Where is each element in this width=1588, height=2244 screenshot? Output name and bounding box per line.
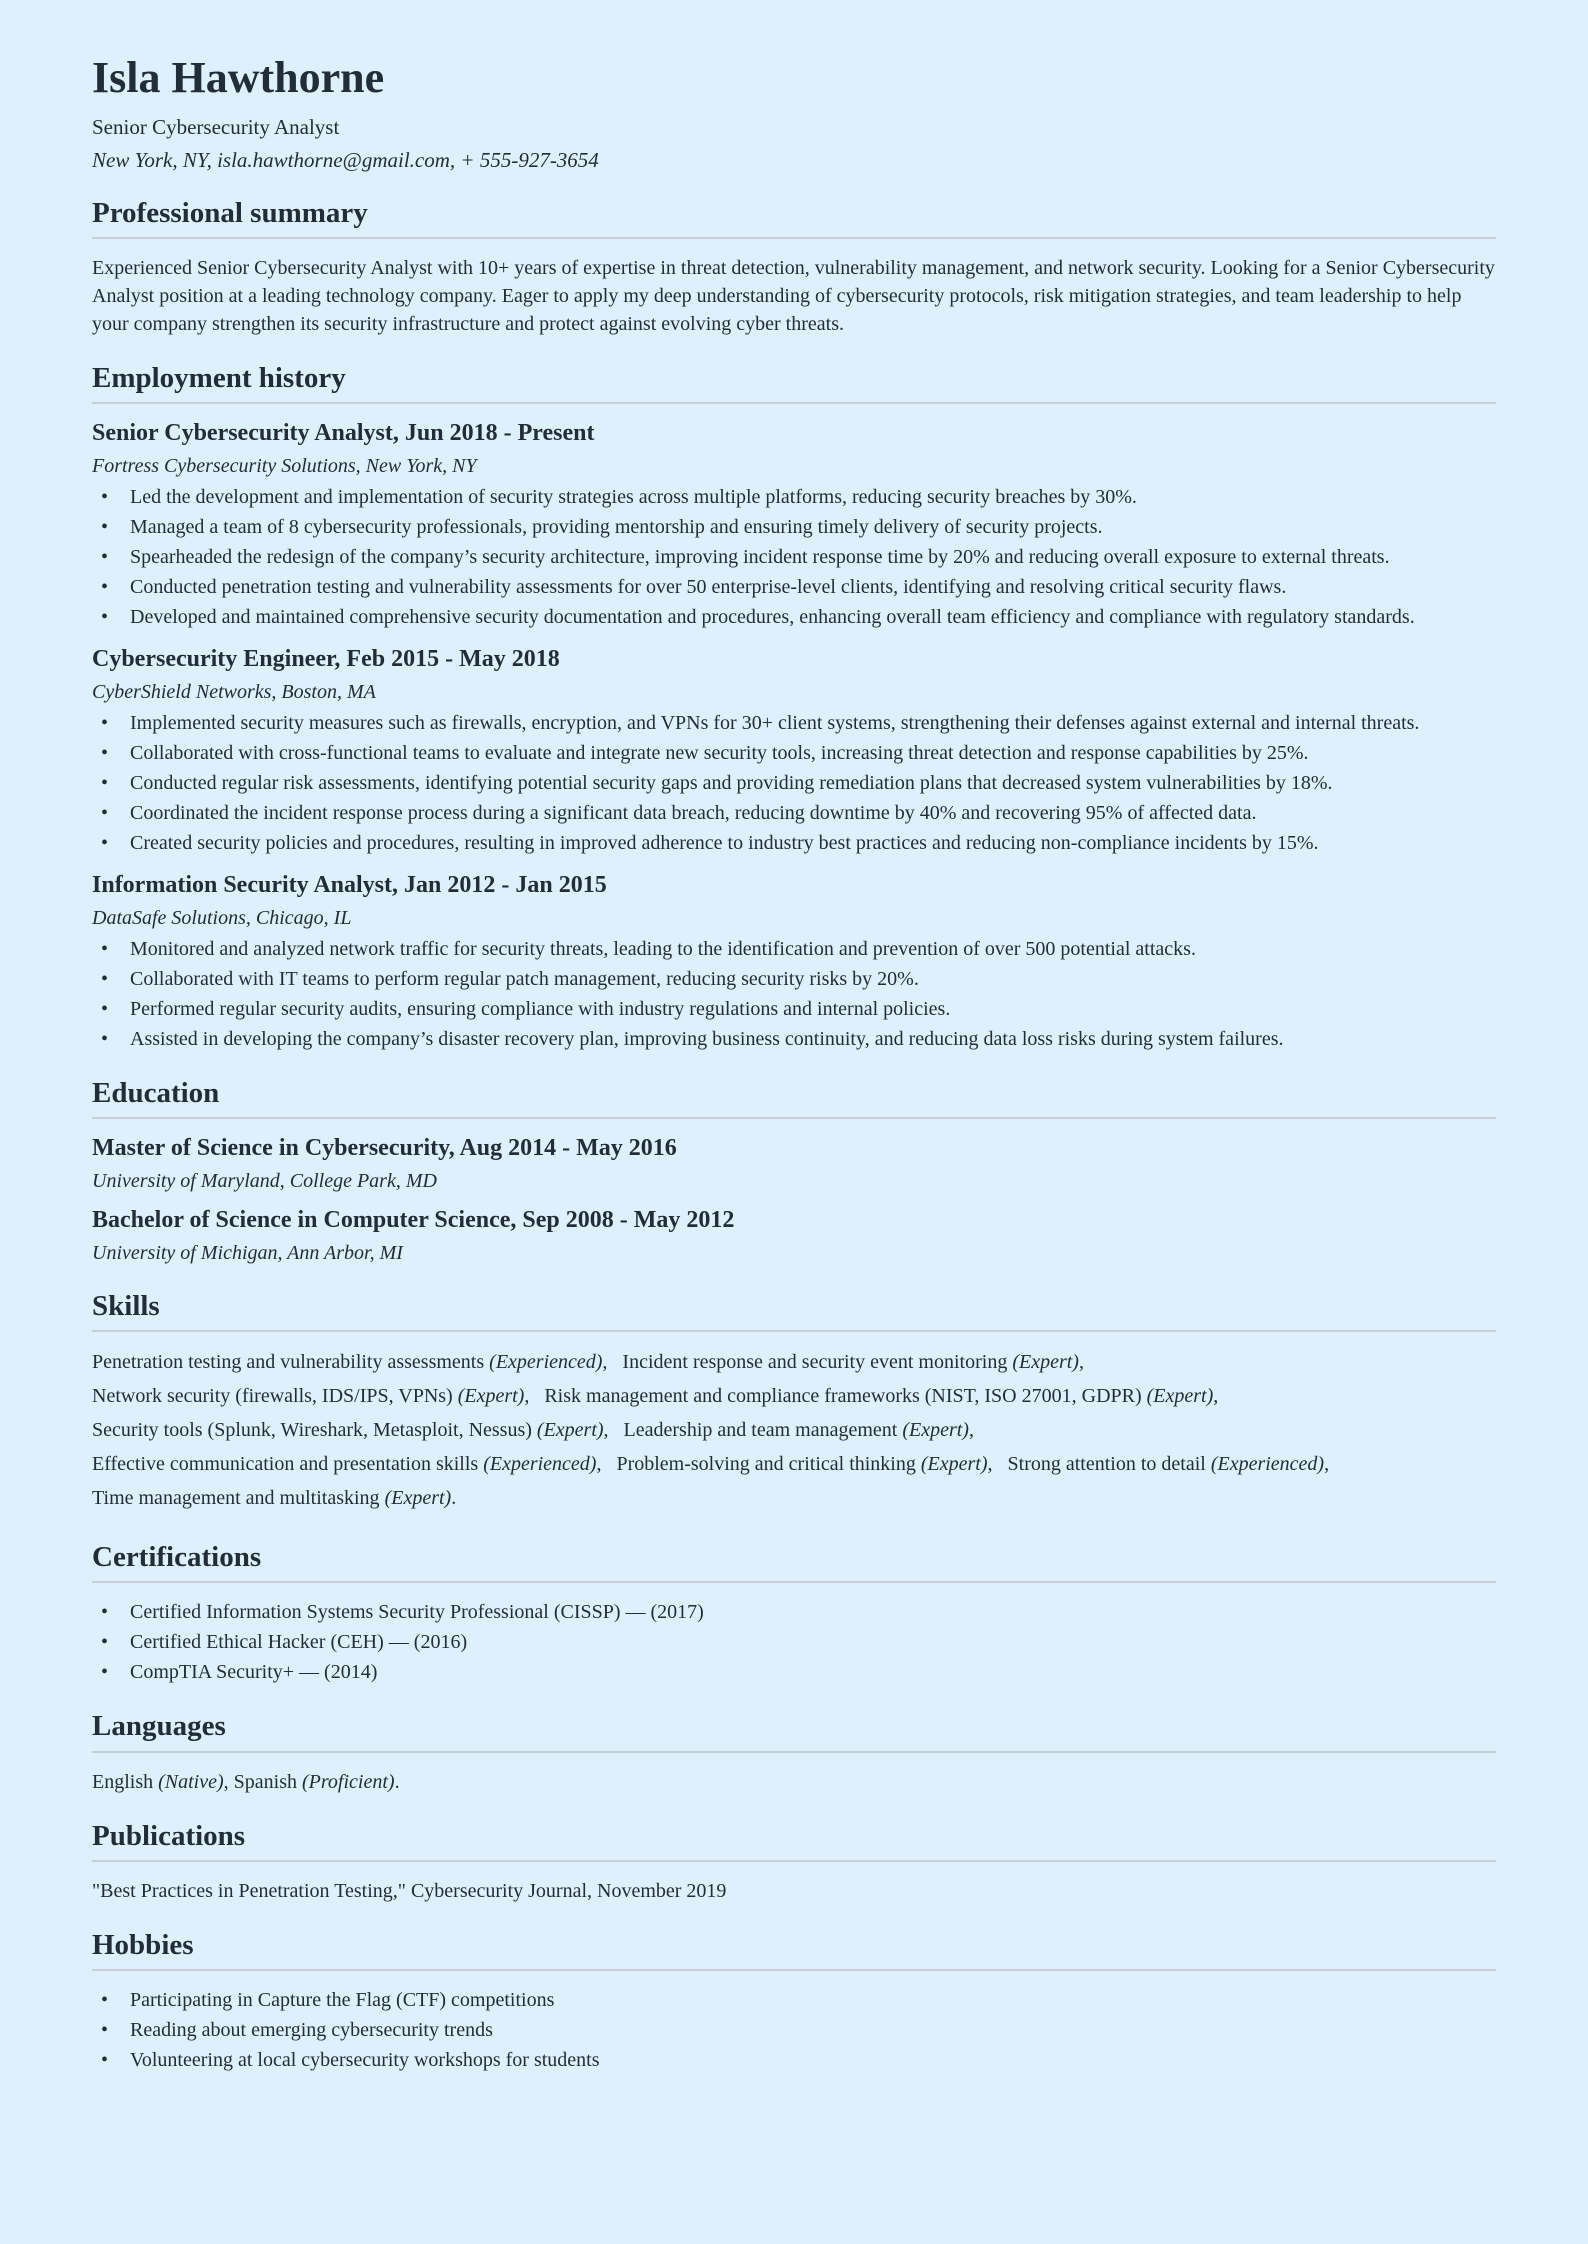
skill-separator: , [524, 1384, 530, 1407]
languages-list [92, 1768, 1496, 1796]
section-languages [92, 1710, 1496, 1795]
skill-name: Problem-solving and critical thinking [616, 1452, 916, 1475]
candidate-job-title: Senior Cybersecurity Analyst [92, 114, 340, 139]
heading-languages: Languages [92, 1710, 1496, 1752]
hobby-list [92, 1986, 1496, 2074]
certification-item: • Certified Information Systems Security Professional (CISSP) — (2017) [92, 1598, 1496, 1626]
job-company: DataSafe Solutions, Chicago, IL [92, 906, 352, 929]
job-bullet: • Led the development and implementation of security strategies across multiple platforms, reducing security breaches by 30%. [92, 483, 1496, 511]
section-skills [92, 1290, 1496, 1517]
degree-title: Bachelor of Science in Computer Science, Sep 2008 - May 2012 [92, 1206, 735, 1233]
skill-level: (Expert) [902, 1418, 969, 1441]
resume-header [92, 54, 1496, 173]
job-entry [92, 871, 1496, 1053]
skill-level: (Expert) [536, 1418, 604, 1441]
job-bullet: • Conducted penetration testing and vulnerability assessments for over 50 enterprise-level clients, identifying and resolving critical security flaws. [92, 573, 1496, 601]
job-bullet: • Spearheaded the redesign of the company’s security architecture, improving incident response time by 20% and reducing overall exposure to external threats. [92, 543, 1496, 571]
section-publications [92, 1820, 1496, 1905]
heading-education: Education [92, 1077, 1496, 1119]
skill-name: Effective communication and presentation skills [92, 1452, 479, 1475]
hobby-item: • Participating in Capture the Flag (CTF) competitions [92, 1986, 1496, 2014]
job-bullet: • Developed and maintained comprehensive security documentation and procedures, enhancing overall team efficiency and compliance with regulatory standards. [92, 603, 1496, 631]
hobby-item: • Reading about emerging cybersecurity trends [92, 2016, 1496, 2044]
job-bullet: • Performed regular security audits, ensuring compliance with industry regulations and internal policies. [92, 995, 1496, 1023]
publication-item: "Best Practices in Penetration Testing," Cybersecurity Journal, November 2019 [92, 1879, 727, 1902]
job-bullet: • Coordinated the incident response process during a significant data breach, reducing downtime by 40% and recovering 95% of affected data. [92, 799, 1496, 827]
skill-level: (Expert) [1146, 1384, 1214, 1407]
job-title: Information Security Analyst, Jan 2012 - Jan 2015 [92, 871, 607, 898]
degree-title: Master of Science in Cybersecurity, Aug 2014 - May 2016 [92, 1134, 677, 1161]
skill-level: (Experienced) [483, 1452, 597, 1475]
degree-school: University of Maryland, College Park, MD [92, 1169, 437, 1192]
job-title: Senior Cybersecurity Analyst, Jun 2018 - Present [92, 420, 595, 447]
job-bullet-list [92, 935, 1496, 1053]
degree-school: University of Michigan, Ann Arbor, MI [92, 1241, 403, 1264]
job-bullet: • Monitored and analyzed network traffic for security threats, leading to the identification and prevention of over 500 potential attacks. [92, 935, 1496, 963]
skill-separator: , [1078, 1350, 1084, 1373]
degree-entry [92, 1206, 1496, 1266]
skill-name: Leadership and team management [623, 1418, 898, 1441]
language-name: Spanish [233, 1770, 297, 1793]
skill-level: (Experienced) [1210, 1452, 1325, 1475]
job-bullet: • Implemented security measures such as firewalls, encryption, and VPNs for 30+ client systems, strengthening their defenses against external and internal threats. [92, 709, 1496, 737]
section-professional-summary [92, 197, 1496, 338]
job-bullet: • Collaborated with cross-functional teams to evaluate and integrate new security tools, increasing threat detection and response capabilities by 25%. [92, 739, 1496, 767]
section-education [92, 1077, 1496, 1266]
skill-item [92, 1449, 601, 1480]
skill-level: (Experienced) [489, 1350, 603, 1373]
language-item [92, 1771, 229, 1793]
skill-separator: , [987, 1452, 993, 1475]
candidate-name: Isla Hawthorne [92, 53, 385, 102]
hobby-item: • Volunteering at local cybersecurity workshops for students [92, 2046, 1496, 2074]
skill-name: Security tools (Splunk, Wireshark, Metasploit, Nessus) [92, 1418, 532, 1441]
skill-item [92, 1415, 609, 1446]
skill-item [92, 1347, 607, 1378]
skill-separator: , [1213, 1384, 1219, 1407]
skill-separator: , [596, 1452, 602, 1475]
job-bullet-list [92, 483, 1496, 631]
skill-item [92, 1483, 456, 1514]
skill-level: (Expert) [384, 1486, 452, 1509]
summary-text: Experienced Senior Cybersecurity Analyst with 10+ years of expertise in threat detection, vulnerability management, and network security. Looking for a Senior Cybersecurity Analyst position at a leading technology company. Eager to apply my deep understanding of cybersecurity protocols, risk mitigation strategies, and team leadership to help your company strengthen its security infrastructure and protect against evolving cyber threats. [92, 256, 1495, 335]
language-level: (Proficient) [302, 1770, 395, 1793]
certification-item: • CompTIA Security+ — (2014) [92, 1658, 1496, 1686]
certification-list [92, 1598, 1496, 1686]
skill-separator: . [451, 1486, 457, 1509]
skill-level: (Expert) [457, 1384, 525, 1407]
language-separator: . [394, 1770, 400, 1793]
skill-item [1008, 1449, 1330, 1480]
skill-name: Network security (firewalls, IDS/IPS, VPNs) [92, 1384, 453, 1407]
job-company: CyberShield Networks, Boston, MA [92, 680, 376, 703]
job-bullet: • Managed a team of 8 cybersecurity professionals, providing mentorship and ensuring timely delivery of security projects. [92, 513, 1496, 541]
job-title: Cybersecurity Engineer, Feb 2015 - May 2018 [92, 646, 560, 672]
language-level: (Native) [158, 1770, 224, 1793]
language-name: English [92, 1770, 154, 1793]
skill-name: Risk management and compliance frameworks (NIST, ISO 27001, GDPR) [544, 1384, 1142, 1407]
skill-name: Time management and multitasking [92, 1486, 380, 1509]
degree-entry [92, 1134, 1496, 1194]
heading-professional-summary: Professional summary [92, 197, 1496, 239]
skill-level: (Expert) [1012, 1350, 1079, 1373]
heading-certifications: Certifications [92, 1541, 1496, 1583]
job-entry [92, 419, 1496, 631]
skill-item [616, 1449, 992, 1480]
certification-item: • Certified Ethical Hacker (CEH) — (2016) [92, 1628, 1496, 1656]
language-item [234, 1771, 400, 1793]
section-certifications [92, 1541, 1496, 1686]
section-hobbies [92, 1929, 1496, 2074]
job-company: Fortress Cybersecurity Solutions, New York, NY [92, 455, 477, 477]
contact-info: New York, NY, isla.hawthorne@gmail.com, + 555-927-3654 [92, 147, 599, 172]
skills-list [92, 1347, 1496, 1517]
section-employment-history [92, 362, 1496, 1053]
language-separator: , [223, 1770, 229, 1793]
heading-publications: Publications [92, 1820, 1496, 1862]
skill-item [92, 1381, 529, 1412]
job-bullet: • Assisted in developing the company’s disaster recovery plan, improving business continuity, and reducing data loss risks during system failures. [92, 1025, 1496, 1053]
job-bullet: • Collaborated with IT teams to perform regular patch management, reducing security risks by 20%. [92, 965, 1496, 993]
skill-separator: , [968, 1418, 974, 1441]
skill-item [544, 1381, 1218, 1412]
skill-item [624, 1415, 974, 1446]
skill-name: Strong attention to detail [1007, 1452, 1206, 1475]
skill-separator: , [602, 1350, 608, 1373]
skill-level: (Expert) [920, 1452, 988, 1475]
heading-hobbies: Hobbies [92, 1929, 1496, 1971]
skill-separator: , [603, 1418, 609, 1441]
heading-skills: Skills [92, 1290, 1496, 1332]
job-entry [92, 645, 1496, 857]
skill-name: Penetration testing and vulnerability assessments [92, 1350, 485, 1373]
heading-employment-history: Employment history [92, 362, 1496, 404]
job-bullet-list [92, 709, 1496, 857]
skill-name: Incident response and security event monitoring [622, 1350, 1008, 1373]
skill-item [622, 1347, 1084, 1378]
skill-separator: , [1324, 1452, 1330, 1475]
job-bullet: • Conducted regular risk assessments, identifying potential security gaps and providing remediation plans that decreased system vulnerabilities by 18%. [92, 769, 1496, 797]
job-bullet: • Created security policies and procedures, resulting in improved adherence to industry best practices and reducing non-compliance incidents by 15%. [92, 829, 1496, 857]
